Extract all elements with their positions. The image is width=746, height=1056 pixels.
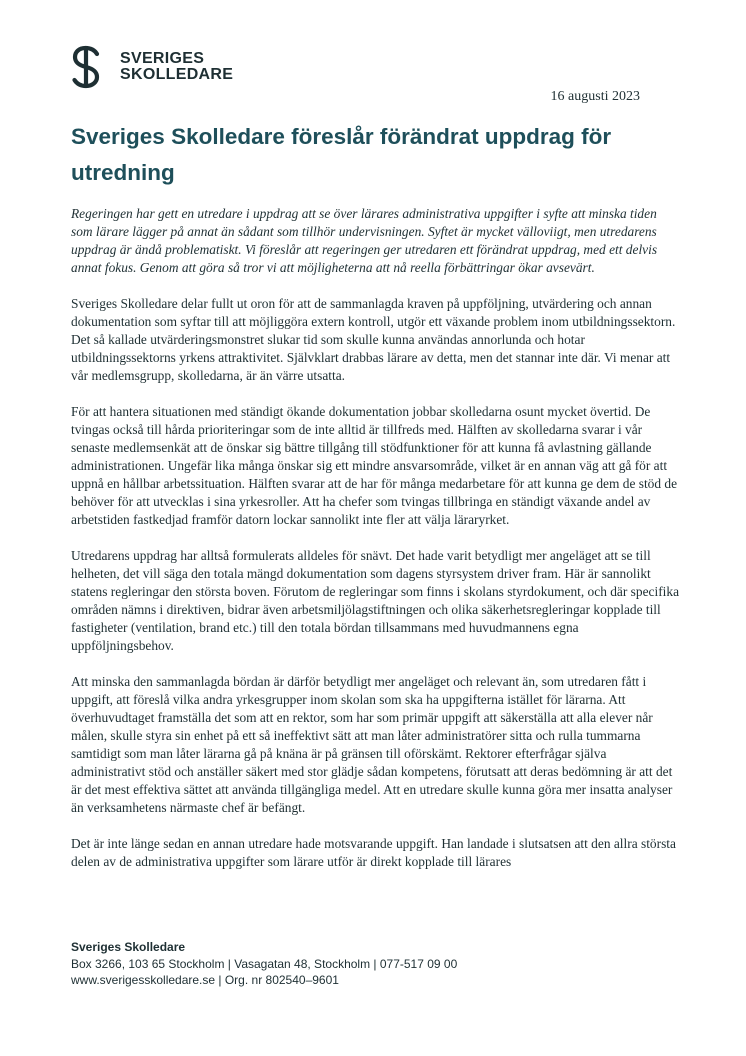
logo (70, 44, 260, 90)
lead-paragraph: Regeringen har gett en utredare i uppdrag att se över lärares administrativa uppgifter i syfte att minska tiden som lärare lägger på annat än sådant som tillhör undervisningen. Syftet är mycket välloviigt, men utredarens uppdrag är ändå problematiskt. Vi föreslår att regeringen ger utredaren ett förändrat uppdrag, med ett delvis annat fokus. Genom att göra så tror vi att möjligheterna att nå reella förbättringar ökar avsevärt. (71, 206, 658, 275)
footer (71, 939, 671, 989)
s-monogram-logo-icon (70, 45, 102, 89)
body-paragraph-5: Det är inte länge sedan en annan utredare hade motsvarande uppgift. Han landade i slutsatsen att den allra största delen av de administrativa uppgifter som lärare utför är direkt kopplade till lärares (71, 836, 676, 869)
body-paragraph-4: Att minska den sammanlagda bördan är därför betydligt mer angeläget och relevant än, som utredaren fått i uppgift, att föreslå vilka andra yrkesgrupper inom skolan som ska ha uppgifterna istället för lärarna. Att överhuvudtaget framställa det som att en rektor, som har som primär uppgift att säkerställa att alla elever når målen, skulle styra sin enhet på ett så ineffektivt sätt att man låter administratörer sitta och rulla tummarna samtidigt som man låter lärarna gå på knäna är på gränsen till oförskämt. Rektorer efterfrågar själva administrativt stöd och anställer säkert med stor glädje sådan kompetens, förutsatt att deras bedömning är att det är det mest effektiva sättet att använda tillgängliga medel. Att en utredare skulle kunna göra mer insatta analyser än verksamhetens närmaste chef är befängt. (71, 674, 673, 815)
article-body (71, 205, 681, 889)
body-paragraph-1: Sveriges Skolledare delar fullt ut oron för att de sammanlagda kraven på uppföljning, utvärdering och annan dokumentation som syftar till att möjliggöra extern kontroll, utgör ett växande problem inom utbildningssektorn. Det så kallade utvärderingsmonstret slukar tid som skulle kunna användas annorlunda och hotar utbildningssektorns yrkens attraktivitet. Självklart drabbas lärare av detta, men det stannar inte där. Vi menar att vår medlemsgrupp, skolledarna, är än värre utsatta. (71, 296, 676, 383)
footer-address: Box 3266, 103 65 Stockholm | Vasagatan 48, Stockholm | 077-517 09 00 (71, 956, 458, 971)
body-paragraph-2: För att hantera situationen med ständigt ökande dokumentation jobbar skolledarna osunt mycket övertid. De tvingas också till hårda prioriteringar som de inte alltid är tillfreds med. Hälften av skolledarna svarar i vår senaste medlemsenkät att de önskar sig bättre tillgång till stödfunktioner för att kunna få avlastning gällande administrationen. Ungefär lika många önskar sig ett mindre ansvarsområde, vilket är en annan väg att gå för att uppnå en hållbar arbetssituation. Hälften svarar att de har för många medarbetare för att kunna ge dem de stöd de behöver för att utvecklas i sina yrkesroller. Att ha chefer som tvingas tillbringa en ständigt växande andel av arbetstiden fastkedjad framför datorn lockar sannolikt inte fler att välja läraryrket. (71, 404, 678, 527)
footer-org-name: Sveriges Skolledare (71, 940, 186, 954)
footer-web: www.sverigesskolledare.se | Org. nr 802540–9601 (71, 973, 339, 987)
body-paragraph-3: Utredarens uppdrag har alltså formulerats alldeles för snävt. Det hade varit betydligt mer angeläget att se till helheten, det vill säga den totala mängd dokumentation som dagens styrsystem driver fram. Här är sannolikt statens regleringar den största boven. Förutom de regleringar som finns i skolans styrdokument, och där specifika områden nämns i direktiven, bidrar även arbetsmiljölagstiftningen och olika säkerhetsregleringar kopplade till fastigheter (ventilation, brand etc.) till den totala bördan tillsammans med huvudmannens egna uppföljningsbehov. (71, 548, 680, 653)
logo-wordmark (120, 51, 233, 83)
document-date: 16 augusti 2023 (550, 89, 640, 104)
page-title: Sveriges Skolledare föreslår förändrat uppdrag för utredning (71, 124, 612, 185)
logo-line-2: SKOLLEDARE (120, 66, 234, 83)
logo-line-1: SVERIGES (120, 50, 205, 67)
